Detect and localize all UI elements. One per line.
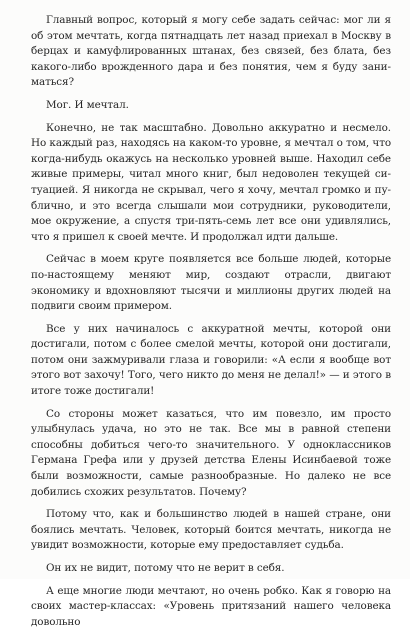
paragraph-1: Главный вопрос, который я могу себе задать сейчас: мог ли я об этом мечтать, когда пятнадцать лет назад приехал в Москву в берцах и камуфлированных штанах, без связей, без блата, без какого-либо врожденного дара и без понятия, чем я буду заниматься? [31, 14, 391, 89]
paragraph-2: Мог. И мечтал. [46, 98, 129, 111]
body-text [31, 13, 391, 630]
paragraph-4: Сейчас в моем круге появляется все больше людей, которые по-настоящему меняют мир, создают отрасли, двигают экономику и вдохновляют тысячи и миллионы других людей на подвиги своим примером. [31, 253, 391, 313]
paragraph-6: Со стороны может казаться, что им повезло, им просто улыбнулась удача, но это не так. Все мы в равной степени способны добиться чего-то значительного. У одноклассников Германа Грефа или у друзей детства Елены Исинбаевой тоже были возможности, самые разнообразные. Но далеко не все добились схожих результатов. Почему? [31, 407, 391, 498]
paragraph-7: Потому что, как и большинство людей в нашей стране, они боялись мечтать. Человек, который боится мечтать, никогда не увидит возможности, которые ему предоставляет судьба. [31, 508, 391, 552]
paragraph-8: Он их не видит, потому что не верит в себя. [46, 562, 285, 574]
paragraph-3: Конечно, не так масштабно. Довольно аккуратно и несмело. Но каждый раз, находясь на каком-то уровне, я мечтал о том, что когда-нибудь окажусь на несколько уровней выше. Находил себе живые примеры, читал много книг, был недоволен текущей ситуацией. Я никогда не скрывал, чего я хочу, мечтал громко и публично, и это всегда слышали мои сотрудники, руководители, мое окружение, а спустя три-пять-семь лет все они удивлялись, что я пришел к своей мечте. И продолжал идти дальше. [31, 121, 391, 243]
paragraph-5: Все у них начиналось с аккуратной мечты, которой они достигали, потом с более смелой мечты, которой они достигали, потом они зажмуривали глаза и говорили: «А если я вообще вот этого вот захочу! Того, чего никто до меня не делал!» — и этого в итоге тоже достигали! [31, 322, 391, 398]
paragraph-9: А еще многие люди мечтают, но очень робко. Как я говорю на своих мастер-классах: «Уровень притязаний нашего человека довольно [31, 584, 391, 628]
